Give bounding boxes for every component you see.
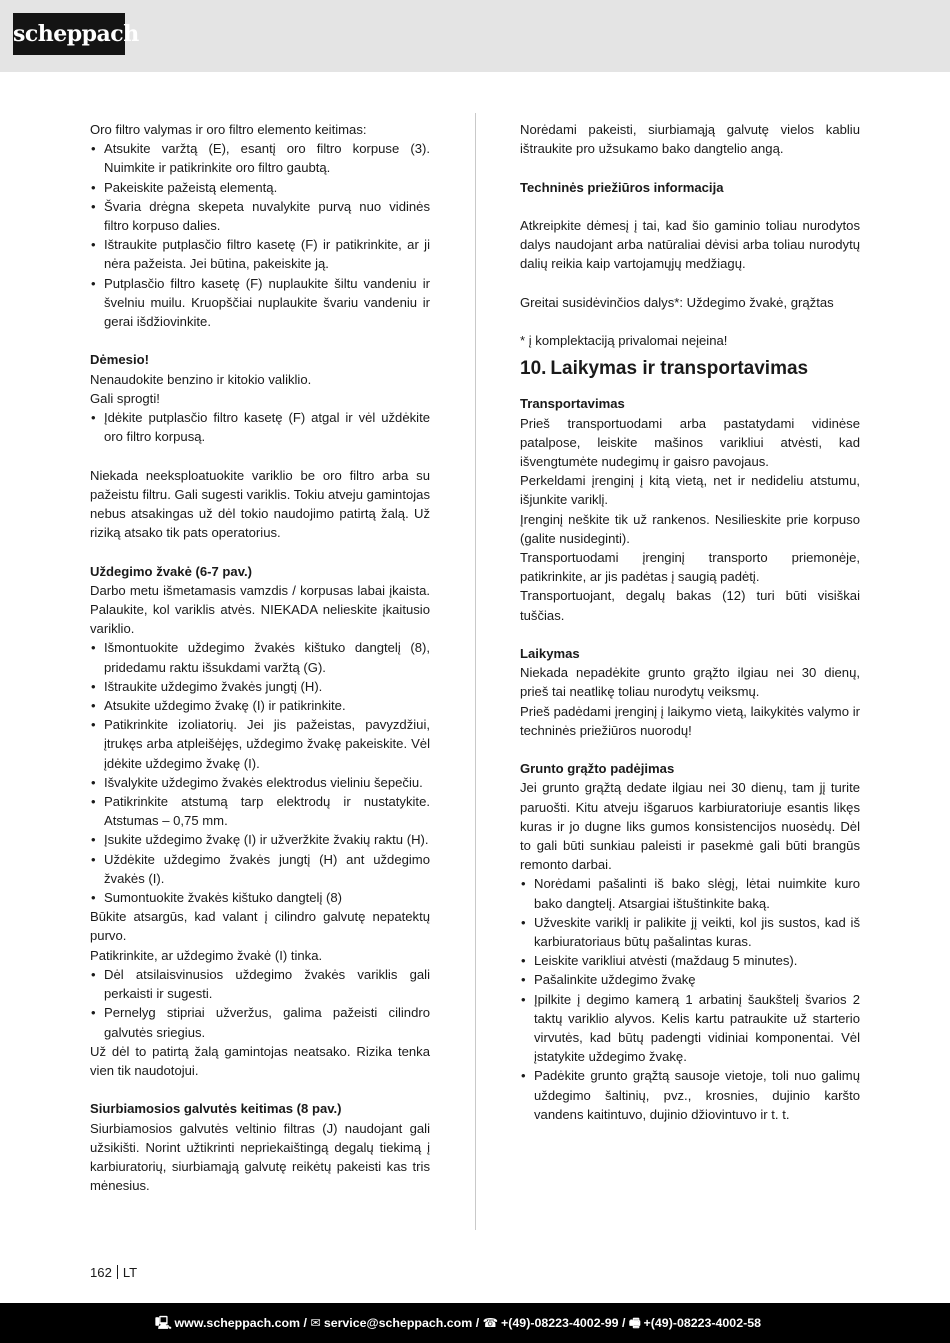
phone-icon: ☎ [482, 1316, 499, 1330]
section-heading [520, 356, 860, 382]
suction-head-text: Siurbiamosios galvutės veltinio filtras (J) naudojant gali užsikišti. Norint užtikrinti nepriekaištingą degalų tiekimą į karbiuratorių, siurbiamąją galvutę reikėtų pakeisti kas tris mėnesius. [90, 1120, 430, 1194]
storage-heading: Laikymas [520, 646, 580, 661]
list-item: • Išmontuokite uždegimo žvakės kištuko dangtelį (8), pridedamu raktu išsukdami varžtą (G). [90, 638, 430, 676]
list-item: • Įpilkite į degimo kamerą 1 arbatinį šaukštelį švarios 2 taktų variklio alyvos. Kelis kartu patraukite už starterio virvutės, kad būtų padengti vidiniai komponentai. Vėl įstatykite uždegimo žvakę. [520, 990, 860, 1067]
list-item: • Sumontuokite žvakės kištuko dangtelį (8) [90, 888, 430, 907]
list-item: • Pakeiskite pažeistą elementą. [90, 178, 430, 197]
suction-head-continued: Norėdami pakeisti, siurbiamąją galvutę vielos kabliu ištraukite pro užsukamo bako dangtelio angą. [520, 122, 860, 157]
footnote: * į komplektaciją privalomai neįeina! [520, 333, 728, 349]
page-number [90, 1265, 137, 1280]
transport-paragraph: Transportuojant, degalų bakas (12) turi būti visiškai tuščias. [520, 588, 860, 623]
page-language: LT [122, 1265, 138, 1280]
column-divider [475, 113, 476, 1230]
caution-line: Nenaudokite benzino ir kitokio valiklio. [90, 371, 312, 387]
spark-plug-liability: Už dėl to patirtą žalą gamintojas neatsako. Rizika tenka vien tik naudotojui. [90, 1043, 430, 1078]
transport-paragraph: Perkeldami įrenginį į kitą vietą, net ir nedideliu atstumu, išjunkite variklį. [520, 473, 860, 508]
fax-icon: 🖷 [628, 1316, 641, 1330]
air-filter-steps [90, 139, 430, 331]
list-item: • Norėdami pašalinti iš bako slėgį, lėtai nuimkite kuro bako dangtelį. Atsargiai ištuštinkite baką. [520, 874, 860, 912]
spark-plug-careful: Būkite atsargūs, kad valant į cilindro galvutę nepatektų purvo. [90, 909, 430, 944]
section-number: 10. [520, 358, 547, 380]
page-number-separator [117, 1265, 118, 1279]
list-item: • Padėkite grunto grąžtą sausoje vietoje, toli nuo galimų uždegimo šaltinių, pvz., krosnies, dujinio karšto vandens kaitintuvo, dujinio džiovintuvo ir t. t. [520, 1066, 860, 1124]
left-column [90, 120, 430, 1195]
transport-paragraph: Įrenginį neškite tik už rankenos. Nesilieskite prie korpuso (galite nusideginti). [520, 511, 860, 546]
transport-paragraph: Prieš transportuodami arba pastatydami vidinėse patalpose, leiskite mašinos varikliui atvėsti, kad išvengtumėte nudegimų ir gaisro pavojaus. [520, 415, 860, 469]
list-item: • Uždėkite uždegimo žvakės jungtį (H) ant uždegimo žvakės (I). [90, 850, 430, 888]
list-item: • Patikrinkite izoliatorių. Jei jis pažeistas, pavyzdžiui, įtrukęs arba atpleišėjęs, uždegimo žvakę pakeiskite. Vėl įdėkite uždegimo žvakę (I). [90, 715, 430, 773]
list-item: • Išvalykite uždegimo žvakės elektrodus vieliniu šepečiu. [90, 773, 430, 792]
list-item: • Atsukite varžtą (E), esantį oro filtro korpuse (3). Nuimkite ir patikrinkite oro filtro gaubtą. [90, 139, 430, 177]
air-filter-intro: Oro filtro valymas ir oro filtro elemento keitimas: [90, 122, 367, 137]
spark-plug-check: Patikrinkite, ar uždegimo žvakė (I) tinka. [90, 947, 323, 963]
list-item: • Ištraukite putplasčio filtro kasetę (F) ir patikrinkite, ar ji nėra pažeista. Jei būtina, pakeiskite ją. [90, 235, 430, 273]
list-item: • Atsukite uždegimo žvakę (I) ir patikrinkite. [90, 696, 430, 715]
page-number-value: 162 [90, 1265, 112, 1280]
list-item: • Švaria drėgna skepeta nuvalykite purvą nuo vidinės filtro korpuso dalies. [90, 197, 430, 235]
putaway-heading: Grunto grąžto padėjimas [520, 761, 675, 777]
service-info-text: Atkreipkite dėmesį į tai, kad šio gaminio toliau nurodytos dalys naudojant arba natūraliai dėvisi arba toliau nurodytų dalių reikia kaip vartojamųjų medžiagų. [520, 217, 860, 272]
transport-paragraph: Transportuodami įrenginį transporto priemonėje, patikrinkite, ar jis padėtas į saugią padėtį. [520, 550, 860, 585]
storage-paragraph: Niekada nepadėkite grunto grąžto ilgiau nei 30 dienų, prieš tai neatlikę toliau nurodytų veiksmų. [520, 665, 860, 700]
list-item: • Ištraukite uždegimo žvakės jungtį (H). [90, 677, 430, 696]
footer-email-link[interactable]: service@scheppach.com / [323, 1316, 480, 1330]
email-icon: ✉ [310, 1316, 321, 1330]
suction-head-heading: Siurbiamosios galvutės keitimas (8 pav.) [90, 1101, 342, 1117]
footer-phone: +(49)-08223-4002-99 / [501, 1316, 626, 1330]
list-item: • Pernelyg stipriai užveržus, galima pažeisti cilindro galvutės sriegius. [90, 1003, 430, 1041]
wear-parts-text: Greitai susidėvinčios dalys*: Uždegimo žvakė, grąžtas [520, 294, 834, 310]
transport-heading: Transportavimas [520, 396, 625, 412]
list-item: • Dėl atsilaisvinusios uždegimo žvakės variklis gali perkaisti ir sugesti. [90, 965, 430, 1003]
putaway-text: Jei grunto grąžtą dedate ilgiau nei 30 dienų, tam jį turite paruošti. Kitu atveju išgaruos karbiuratoriuje esantis likęs kuras ir jo dugne liks gumos konsistencijos nuosėdų. Dėl to gali būti sunkiau paleisti ir pasekmė gali būti brangūs remonto darbai. [520, 780, 860, 873]
list-item: • Užveskite variklį ir palikite jį veikti, kol jis sustos, kad iš karbiuratoriaus būtų pašalintas kuras. [520, 913, 860, 951]
spark-plug-warnings [90, 965, 430, 1042]
right-column [520, 120, 860, 1124]
list-item: • Pašalinkite uždegimo žvakę [520, 970, 860, 989]
list-item: • Įdėkite putplasčio filtro kasetę (F) atgal ir vėl uždėkite oro filtro korpusą. [90, 408, 430, 446]
computer-icon: 🖳 [155, 1316, 172, 1330]
list-item: • Leiskite varikliui atvėsti (maždaug 5 minutes). [520, 951, 860, 970]
page-footer [0, 1303, 950, 1343]
page-header [0, 0, 950, 72]
spark-plug-intro: Darbo metu išmetamasis vamzdis / korpusas labai įkaista. Palaukite, kol variklis atvės. NIEKADA nelieskite įkaitusio variklio. [90, 582, 430, 637]
putaway-steps [520, 874, 860, 1124]
footer-website-link[interactable]: www.scheppach.com / [174, 1316, 307, 1330]
brand-logo: scheppach [13, 13, 125, 55]
list-item: • Patikrinkite atstumą tarp elektrodų ir nustatykite. Atstumas – 0,75 mm. [90, 792, 430, 830]
section-title: Laikymas ir transportavimas [550, 358, 809, 380]
never-run-paragraph: Niekada neeksploatuokite variklio be oro filtro arba su pažeistu filtru. Gali sugesti variklis. Tokiu atveju gamintojas nebus atsakingas už dėl tokio naudojimo patirtą žalą. Už riziką atsako tik pats operatorius. [90, 467, 430, 541]
caution-heading: Dėmesio! [90, 352, 149, 368]
list-item: • Putplasčio filtro kasetę (F) nuplaukite šiltu vandeniu ir švelniu muilu. Kruopščiai nuplaukite švariu vandeniu ir gerai išdžiovinkite. [90, 274, 430, 332]
spark-plug-heading: Uždegimo žvakė (6-7 pav.) [90, 563, 253, 579]
caution-steps [90, 408, 430, 446]
service-info-heading: Techninės priežiūros informacija [520, 179, 724, 195]
footer-fax: +(49)-08223-4002-58 [643, 1316, 761, 1330]
caution-line: Gali sprogti! [90, 390, 160, 406]
list-item: • Įsukite uždegimo žvakę (I) ir užveržkite žvakių raktu (H). [90, 830, 430, 849]
storage-paragraph: Prieš padėdami įrenginį į laikymo vietą, laikykitės valymo ir techninės priežiūros nuorodų! [520, 703, 860, 738]
spark-plug-steps [90, 638, 430, 907]
